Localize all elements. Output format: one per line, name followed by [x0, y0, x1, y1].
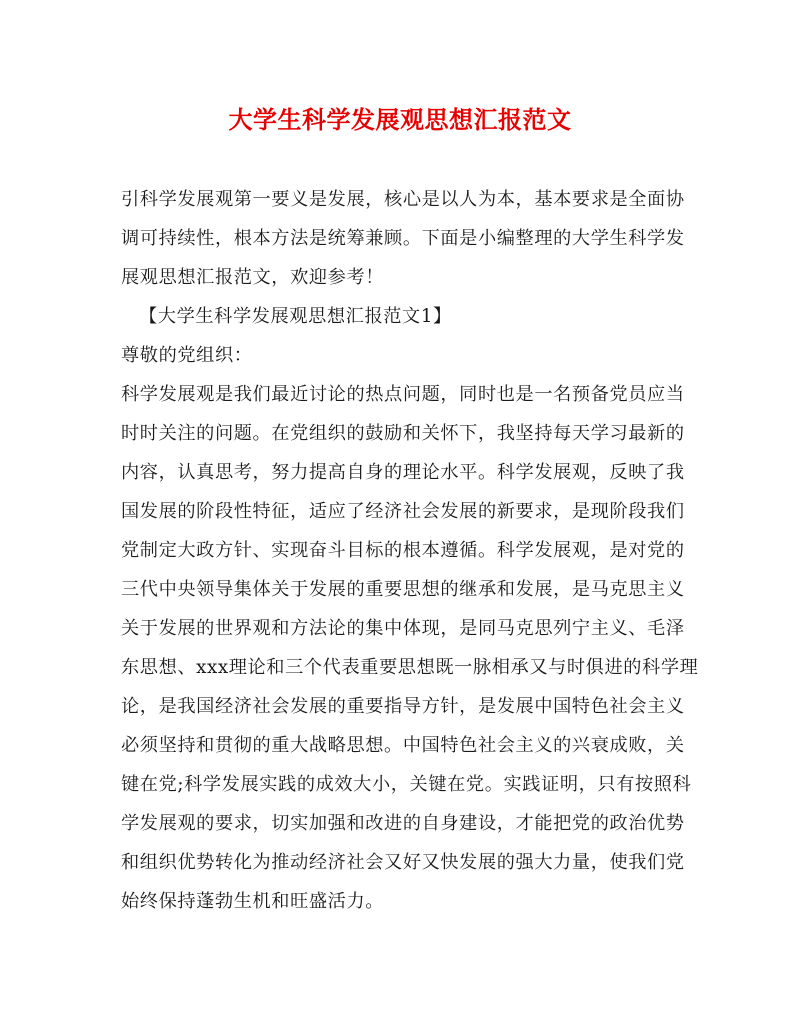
document-body [121, 180, 699, 921]
section-heading: 【大学生科学发展观思想汇报范文1】 [139, 306, 452, 327]
text-line: 引科学发展观第一要义是发展，核心是以人为本，基本要求是全面协 [121, 189, 685, 210]
text-line: 关于发展的世界观和方法论的集中体现，是同马克思列宁主义、毛泽 [121, 618, 685, 639]
text-line: 必须坚持和贯彻的重大战略思想。中国特色社会主义的兴衰成败，关 [121, 735, 685, 756]
text-line: 科学发展观是我们最近讨论的热点问题，同时也是一名预备党员应当 [121, 384, 685, 405]
text-line: 三代中央领导集体关于发展的重要思想的继承和发展，是马克思主义 [121, 579, 685, 600]
text-line: 调可持续性，根本方法是统筹兼顾。下面是小编整理的大学生科学发 [121, 228, 685, 249]
text-line: 学发展观的要求，切实加强和改进的自身建设，才能把党的政治优势 [121, 813, 685, 834]
text-line: 和组织优势转化为推动经济社会又好又快发展的强大力量，使我们党 [121, 852, 685, 873]
document-title: 大学生科学发展观思想汇报范文 [228, 106, 572, 134]
text-line: 键在党;科学发展实践的成效大小，关键在党。实践证明，只有按照科 [121, 774, 692, 795]
text-line: 内容，认真思考，努力提高自身的理论水平。科学发展观，反映了我 [121, 462, 685, 483]
text-line: 展观思想汇报范文，欢迎参考！ [121, 267, 385, 288]
text-line: 国发展的阶段性特征，适应了经济社会发展的新要求，是现阶段我们 [121, 501, 685, 522]
text-line: 党制定大政方针、实现奋斗目标的根本遵循。科学发展观，是对党的 [121, 540, 685, 561]
text-line: 论，是我国经济社会发展的重要指导方针，是发展中国特色社会主义 [121, 696, 685, 717]
text-line: 东思想、xxx理论和三个代表重要思想既一脉相承又与时俱进的科学理 [121, 657, 699, 678]
text-line: 时时关注的问题。在党组织的鼓励和关怀下，我坚持每天学习最新的 [121, 423, 685, 444]
salutation: 尊敬的党组织： [121, 345, 253, 366]
text-line: 始终保持蓬勃生机和旺盛活力。 [121, 891, 385, 912]
